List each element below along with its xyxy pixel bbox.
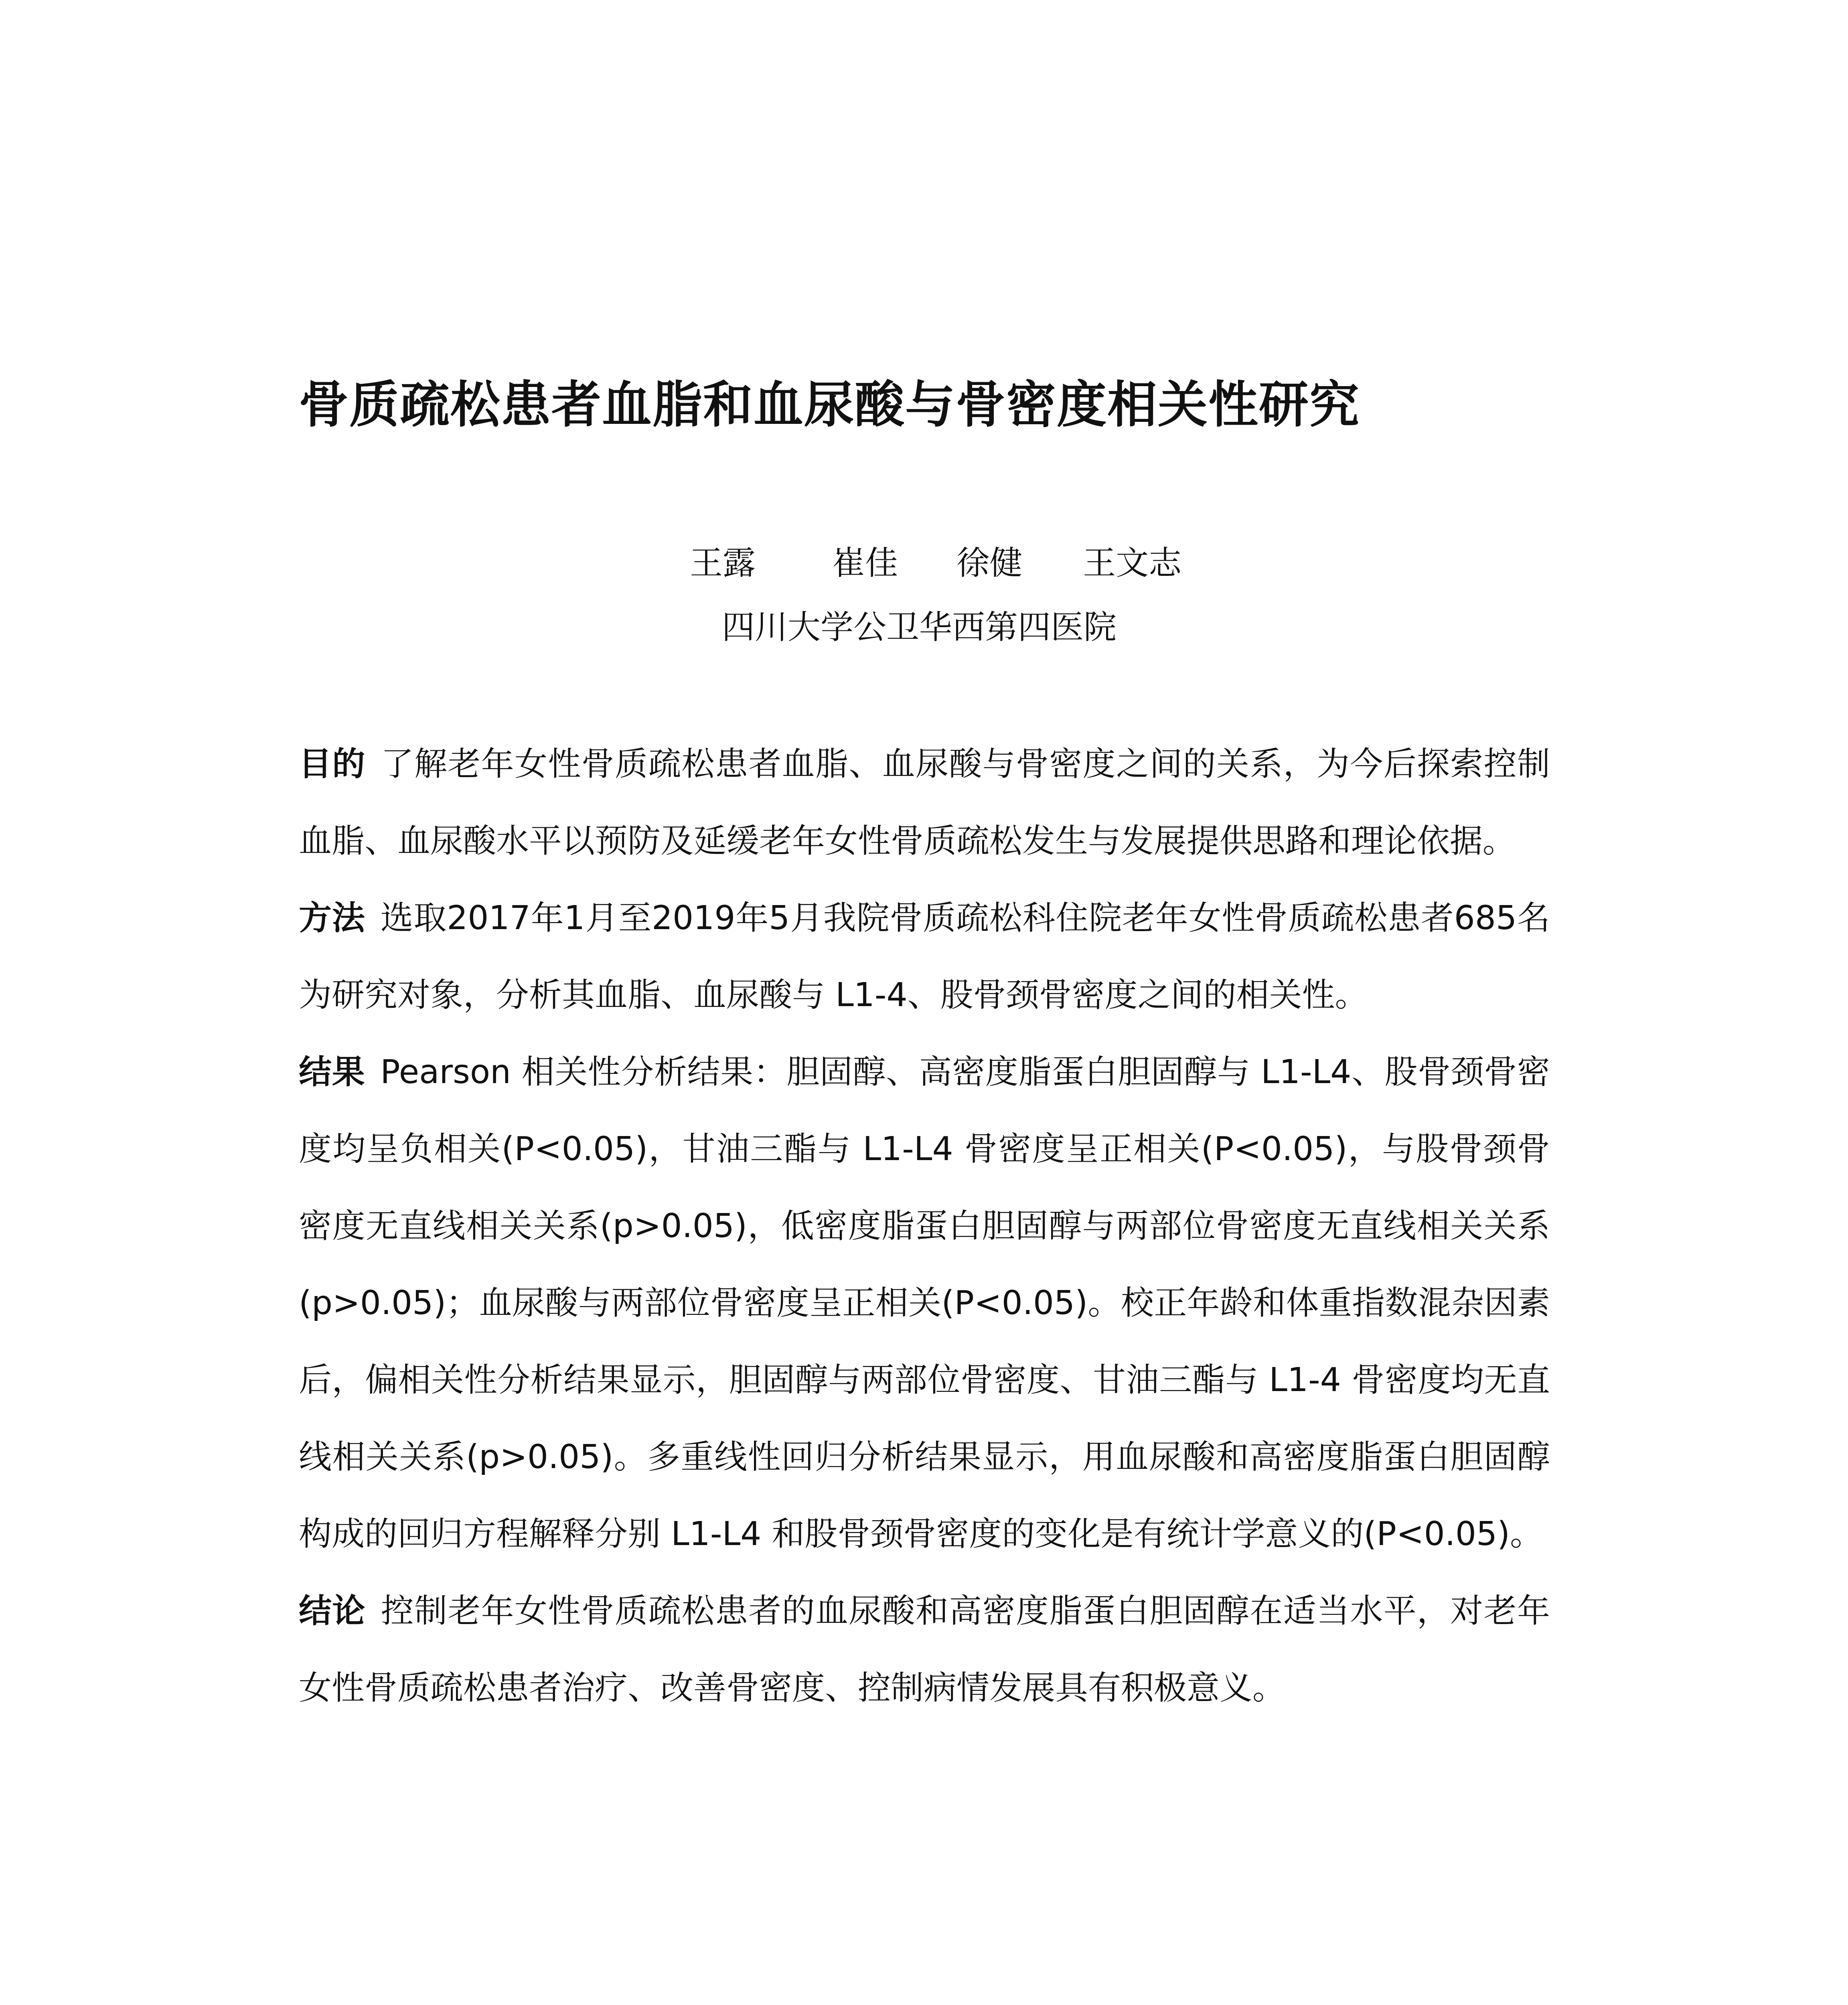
author-name: 王露 — [690, 544, 756, 582]
abstract — [299, 726, 1550, 1727]
abstract-text: Pearson 相关性分析结果：胆固醇、高密度脂蛋白胆固醇与 L1-L4、股骨颈骨密度均呈负相关(P<0.05)，甘油三酯与 L1-L4 骨密度呈正相关(P<0.05)，与股骨颈骨密度无直线相关关系(p>0.05)，低密度脂蛋白胆固醇与两部位骨密度无直线相关关系(p>0.05)；血尿酸与两部位骨密度呈正相关(P<0.05)。校正年龄和体重指数混杂因素后，偏相关性分析结果显示，胆固醇与两部位骨密度、甘油三酯与 L1-4 骨密度均无直线相关关系(p>0.05)。多重线性回归分析结果显示，用血尿酸和高密度脂蛋白胆固醇构成的回归方程解释分别 L1-L4 和股骨颈骨密度的变化是有统计学意义的(P<0.05)。 — [299, 1053, 1550, 1553]
abstract-label: 结果 — [299, 1053, 365, 1091]
abstract-method — [299, 880, 1550, 1034]
abstract-text: 了解老年女性骨质疏松患者血脂、血尿酸与骨密度之间的关系，为今后探索控制血脂、血尿酸水平以预防及延缓老年女性骨质疏松发生与发展提供思路和理论依据。 — [299, 745, 1550, 860]
paper-title: 骨质疏松患者血脂和血尿酸与骨密度相关性研究 — [299, 376, 1360, 434]
abstract-label: 结论 — [299, 1592, 366, 1630]
abstract-purpose — [299, 726, 1550, 880]
abstract-results — [299, 1034, 1550, 1573]
abstract-label: 目的 — [299, 745, 366, 783]
author-name: 王文志 — [1083, 544, 1182, 582]
abstract-conclusion — [299, 1573, 1550, 1727]
abstract-text: 控制老年女性骨质疏松患者的血尿酸和高密度脂蛋白胆固醇在适当水平，对老年女性骨质疏松患者治疗、改善骨密度、控制病情发展具有积极意义。 — [299, 1592, 1550, 1707]
abstract-label: 方法 — [299, 899, 365, 937]
author-name: 崔佳 — [832, 544, 898, 582]
author-list — [690, 539, 1251, 587]
author-affiliation: 四川大学公卫华西第四医院 — [722, 608, 1117, 646]
author-name: 徐健 — [956, 544, 1023, 582]
abstract-text: 选取2017年1月至2019年5月我院骨质疏松科住院老年女性骨质疏松患者685名为研究对象，分析其血脂、血尿酸与 L1-4、股骨颈骨密度之间的相关性。 — [299, 899, 1550, 1014]
